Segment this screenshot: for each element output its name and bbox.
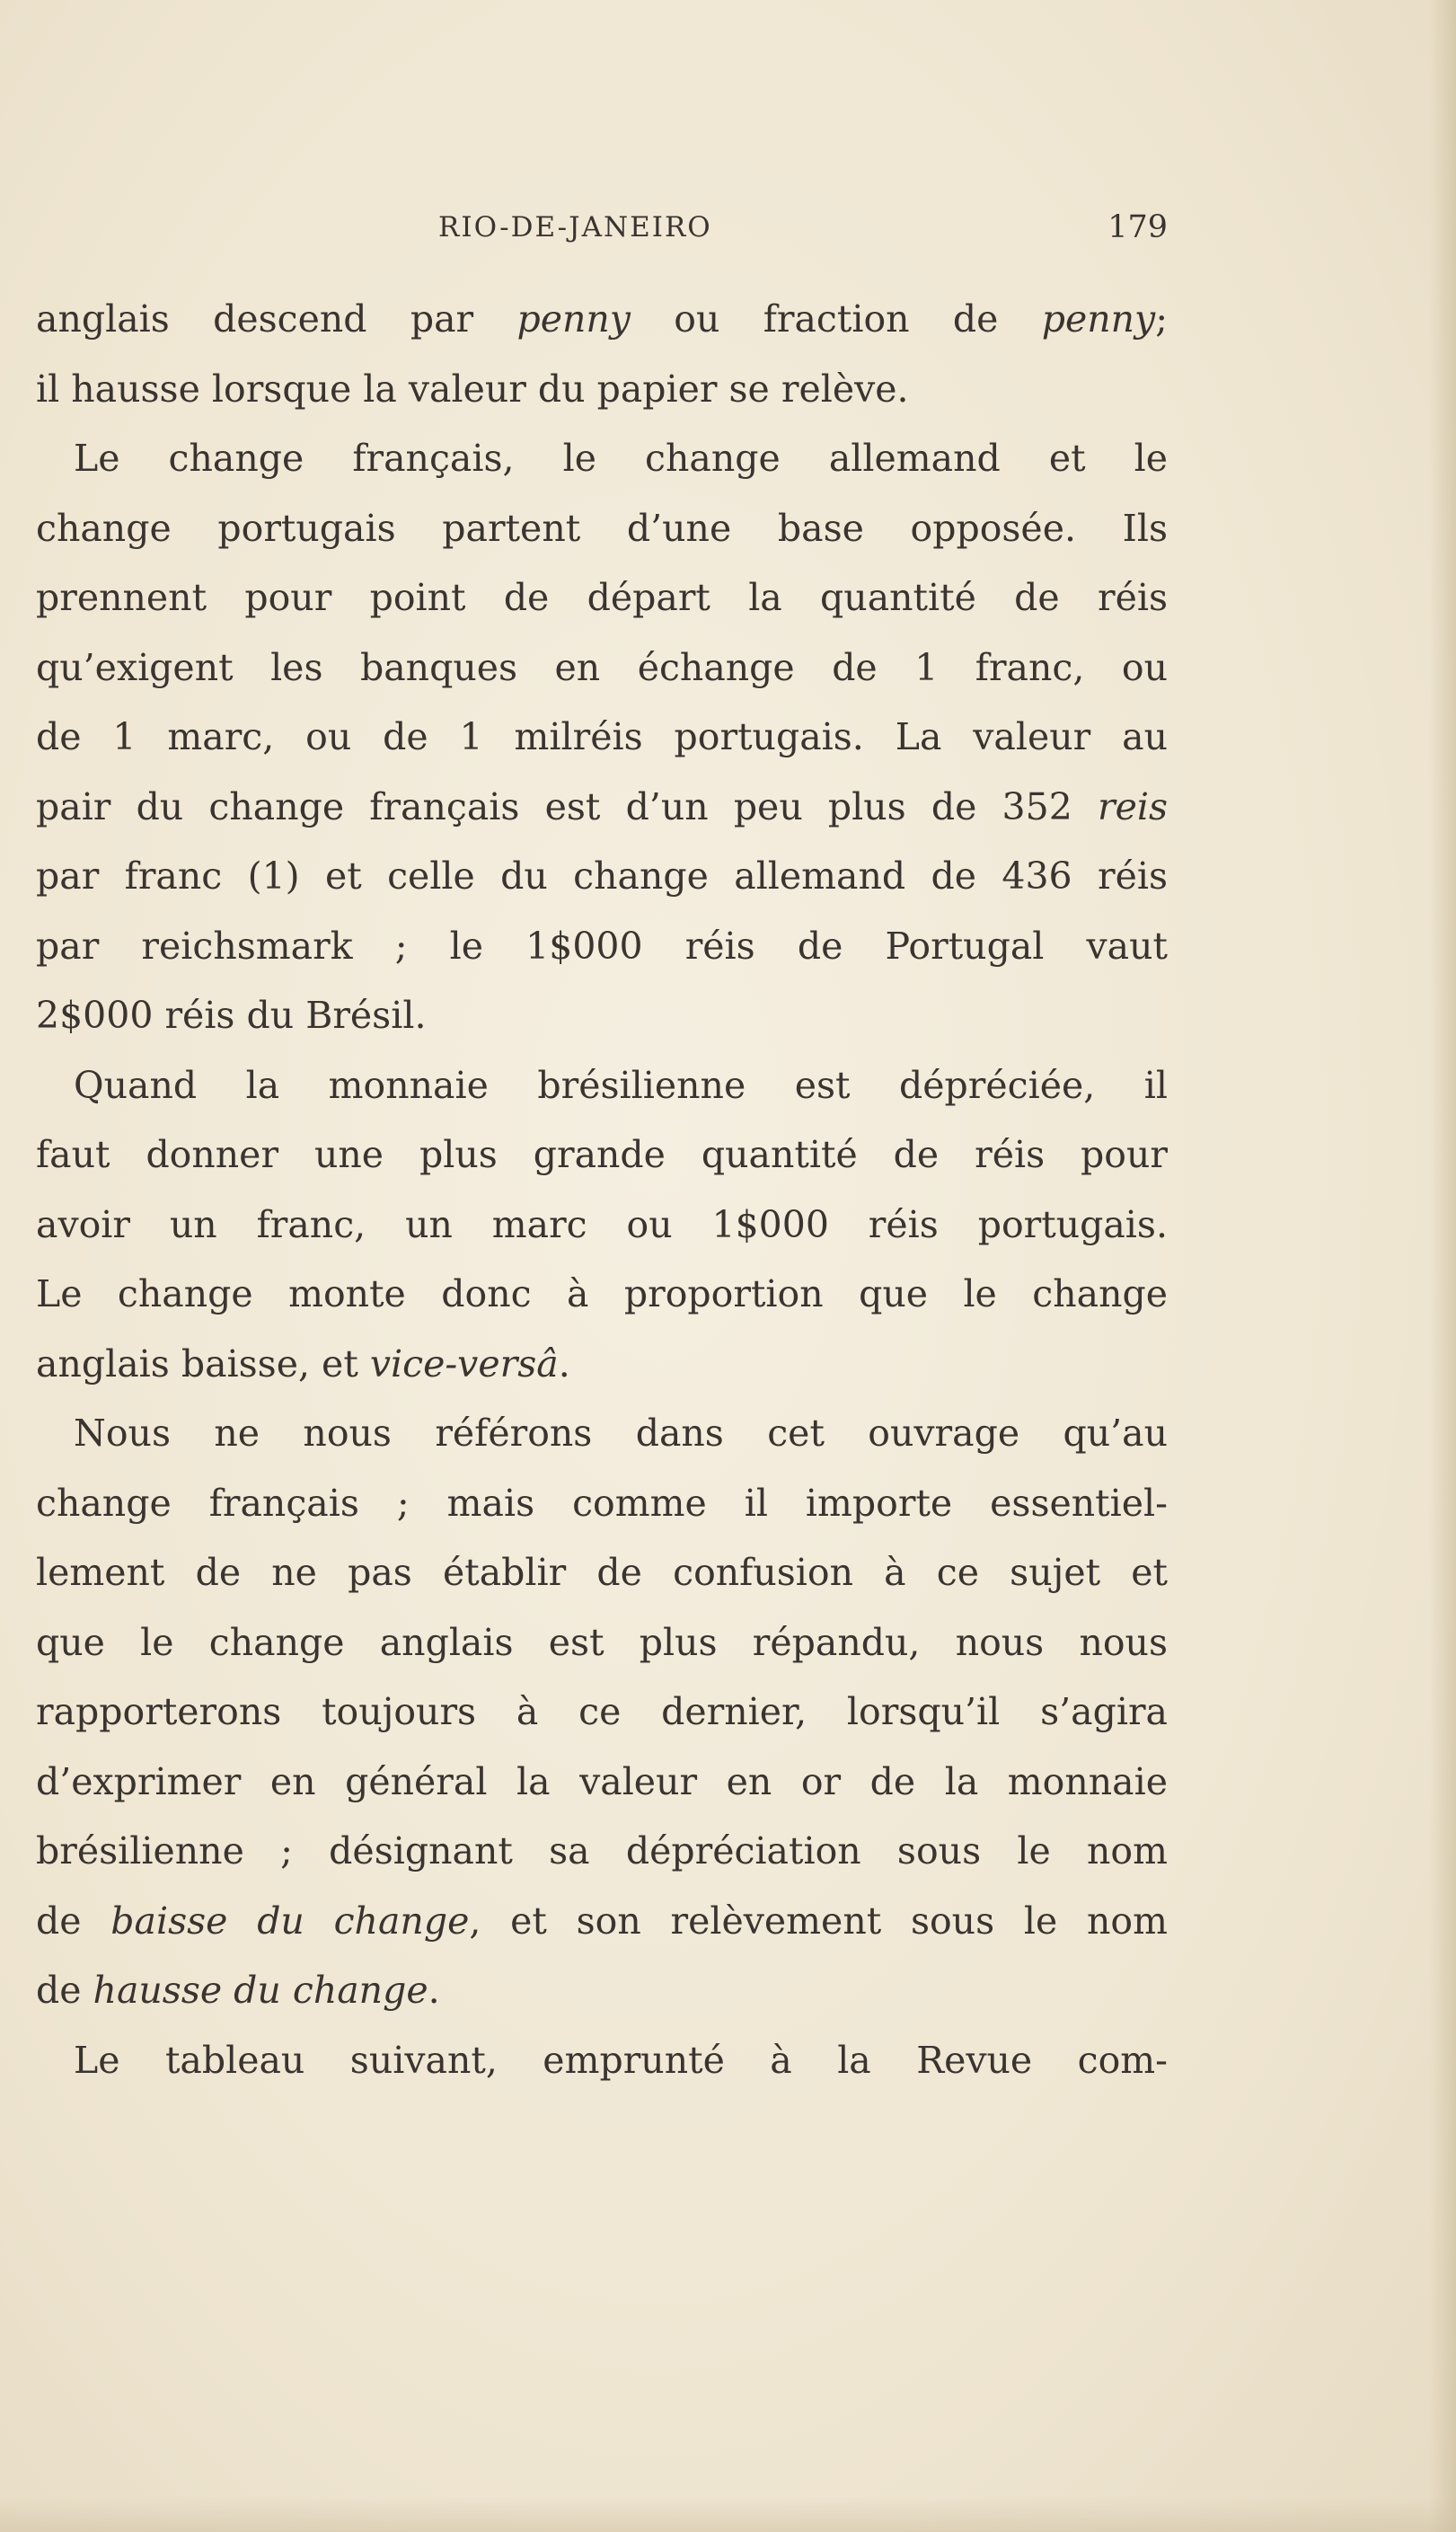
- text-line: anglais baisse, et vice-versâ.: [36, 1341, 570, 1386]
- page-number: 179: [1107, 209, 1168, 245]
- text-line: change français ; mais comme il importe essentiel-: [36, 1481, 1168, 1525]
- text-line: pair du change français est d’un peu plus de 352 reis: [36, 784, 1168, 828]
- text-line: prennent pour point de départ la quantité de réis: [36, 576, 1168, 619]
- text-line: lement de ne pas établir de confusion à ce sujet et: [36, 1551, 1168, 1594]
- text-line: de baisse du change, et son relèvement sous le nom: [36, 1899, 1168, 1943]
- text-line: Le change monte donc à proportion que le change: [36, 1272, 1168, 1315]
- text-line: Le tableau suivant, emprunté à la Revue com-: [74, 2038, 1168, 2082]
- text-line: change portugais partent d’une base opposée. Ils: [36, 506, 1168, 550]
- text-line: rapporterons toujours à ce dernier, lorsqu’il s’agira: [36, 1690, 1168, 1733]
- text-line: faut donner une plus grande quantité de réis pour: [36, 1133, 1168, 1176]
- text-line: par reichsmark ; le 1$000 réis de Portugal vaut: [36, 924, 1168, 968]
- body-text: [36, 285, 1168, 2095]
- text-line: il hausse lorsque la valeur du papier se relève.: [36, 367, 909, 411]
- text-line: Nous ne nous référons dans cet ouvrage qu’au: [74, 1412, 1168, 1455]
- text-line: Le change français, le change allemand et le: [74, 437, 1168, 480]
- page-header: [36, 205, 1168, 250]
- text-line: que le change anglais est plus répandu, nous nous: [36, 1620, 1168, 1664]
- text-line: qu’exigent les banques en échange de 1 franc, ou: [36, 645, 1168, 689]
- text-line: Quand la monnaie brésilienne est dépréciée, il: [74, 1063, 1168, 1107]
- text-line: de hausse du change.: [36, 1969, 440, 2012]
- text-line: de 1 marc, ou de 1 milréis portugais. La valeur au: [36, 715, 1168, 758]
- text-line: 2$000 réis du Brésil.: [36, 994, 427, 1037]
- text-line: par franc (1) et celle du change allemand de 436 réis: [36, 854, 1168, 898]
- text-line: anglais descend par penny ou fraction de penny;: [36, 297, 1169, 341]
- text-line: d’exprimer en général la valeur en or de la monnaie: [36, 1759, 1168, 1803]
- running-title: RIO-DE-JANEIRO: [438, 211, 712, 243]
- page-edge-bottom: [0, 2496, 1456, 2532]
- text-line: avoir un franc, un marc ou 1$000 réis portugais.: [36, 1202, 1168, 1246]
- page-edge-right: [1429, 0, 1456, 2532]
- text-line: brésilienne ; désignant sa dépréciation sous le nom: [36, 1829, 1168, 1872]
